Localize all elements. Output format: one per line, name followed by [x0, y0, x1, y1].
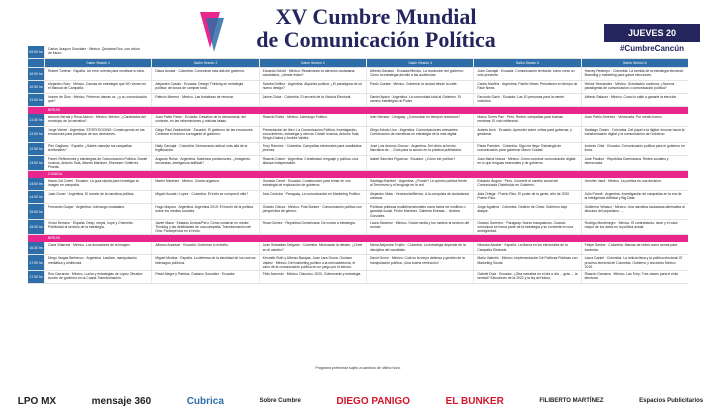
footer-note: Programa preliminar sujeto a cambios de último hora.	[315, 366, 401, 370]
session-row	[28, 114, 688, 127]
session-cell: José Luis Antonio Orozco · Argentina. Del dicho al hecho: Narrativa de ... Guía para la acción en la práctica publicitaria.	[366, 143, 473, 155]
time-label: 14:30 hs	[28, 191, 44, 203]
session-cell: Víctor Serrano · España. Deep, mepsi, hope y Chemnitz: Publicidad al servicio de la estrategia.	[44, 220, 151, 235]
session-cell: Paolo Cuesta · México. Gobernar la ciudad desde la calle.	[366, 81, 473, 93]
session-row	[28, 94, 688, 107]
session-cell: Rodrigo Montenegro · México. El contrabando: decir y el valor mayor de los datos en la política actual.	[581, 220, 688, 235]
session-cell: Marco Torres Paz · Perú. Redes: campañas para buenas mentiras: El voto millennial.	[473, 114, 580, 126]
session-cell: Isabel Sánchez Figueroa · Ecuador. ¿Cómo ser político?	[366, 156, 473, 171]
sponsor-logo: EL BUNKER	[445, 395, 504, 407]
session-cell: Juan María Novoa · México. Cómo construir comunicación digital: en lo que lenguas esenciales y de gobierno.	[473, 156, 580, 171]
column-header: Salón Sesión 6	[581, 59, 688, 67]
session-cell: Antonio Bernal y Rosa Alonzo · México. México: ¿Candidatos del municipio de la narrativa?	[44, 114, 151, 126]
session-cell: Octavio Guerrero · Paraguay. Nuevo trasquaismo. Cuando comunicar se forma parte de la estrategia y se convierte en una ambigüedad.	[473, 220, 580, 235]
session-cell: Rubert Turiena · España. Un error orienta para movilizar tu idea.	[44, 68, 151, 80]
session-row	[28, 220, 688, 236]
session-cell: Julio Parodi · Argentina. Investigación de campañas en la era de la inteligencia Artificial y Big Data.	[581, 191, 688, 203]
session-cell: Jaime Chica · Colombia. El secreto de la Victoria Electoral.	[259, 94, 366, 106]
session-cell: Rosa Gómez · República Dominicana. De contar a estrategia.	[259, 220, 366, 235]
session-cell: Diego Arbulú Lino · Argentina. Comunicaciones relevantes. Construcción de narrativas en estrategia de la más digital.	[366, 127, 473, 142]
session-cell: Guillermo Velasco · México. Una narrativa ciudadana alternativa al discurso del populismo ....	[581, 204, 688, 219]
time-label: 15:00 hs	[28, 204, 44, 219]
column-header: Salón Sesión 4	[366, 59, 473, 67]
session-cell: Pier Gagliano · España. ¿Sabes manejar tus campañas territoriales?	[44, 143, 151, 155]
time-label: 17:30 hs	[28, 271, 44, 283]
session-cell: Jennifer Vaca · México. La política es una decisión.	[581, 178, 688, 190]
sponsor-strip	[0, 382, 721, 420]
session-cell: Santiago Barbieri · Argentina. ¿Puede? La opinión pública frente al Terrorismo y el lenguaje en la red.	[366, 178, 473, 190]
break-bar: BREAK	[28, 107, 688, 114]
session-cell: Ivonne de Dios · México. Primeros damas vs. ¿y su comunicación qué?	[44, 94, 151, 106]
session-cell: Augusto Reina · Argentina. Sabemos predicciones, ¿Imágenes, encuestas, inteligencia artificial?	[151, 156, 258, 171]
time-label: 10:00 hs	[28, 68, 44, 80]
session-cell: Diego Paul Zaldumbide · Ecuador. El gobierno de las emociones. Conectar el entorno surrogante al gobierno.	[151, 127, 258, 142]
session-cell: Ana Córdoba · Paraguay. La comunicación en Marketing Político.	[259, 191, 366, 203]
session-cell: Políticas públicas multidimensionales como factor de conflicto o garantía social. Pedro Martínez, Gabriela Estrada ... Andrea Gonzalez.	[366, 204, 473, 219]
session-cell: Diego Vargas Berbecco · Argentina. Lawfare, manipulación mediática y resiliencia.	[44, 255, 151, 270]
session-cell: Juan Pablo Jiménez · Venezuela. Por medio hueco.	[581, 114, 688, 126]
session-cell: Javier Maza · Estados Unidos/Perú. Cómo construir en medio: Thinking y las debilidades de una campaña, Transformación del Gira: Participemos en el éxito.	[151, 220, 258, 235]
sponsor-logo: Sobre Cumbre	[259, 398, 301, 404]
session-row	[28, 191, 688, 204]
session-row	[28, 68, 688, 81]
time-label: 13:00 hs	[28, 156, 44, 171]
session-cell: Juan Carvajal · Ecuador. Comunicación territorial: cómo crear un voto presente.	[473, 68, 580, 80]
time-label: 12:00 hs	[28, 127, 44, 142]
session-cell: David Grove · México. Cuál es la mejor defensa y gestión de la manipulación política. ¡Una buena reelección!	[366, 255, 473, 270]
session-cell: Ricardo Colom · Argentina. Creatividad, lenguaje y política, una alianza indispensable.	[259, 156, 366, 171]
event-title-line2: de Comunicación Política	[256, 27, 496, 52]
sponsor-logo: Cubrica	[186, 395, 224, 407]
session-cell: Naily Carvajal · Colombia. Democracia radical: más allá de la legitimación.	[151, 143, 258, 155]
session-cell: Eduardo Ángulo · Perú. Convertir el cambio social del Comunicador Distribuido en Gobierno.	[473, 178, 580, 190]
session-cell: Harvey Restrepo · Colombia. La semilla de la estrategia electoral: Branding y marketing para ganar elecciones.	[581, 68, 688, 80]
session-row	[28, 81, 688, 94]
session-cell: Ricardo Rubio · México. Liderazgo Político.	[259, 114, 366, 126]
session-cell: Sandra Delfino · Argentina. Alquimia política: ¿El paradigma de un nuevo design?	[259, 81, 366, 93]
session-cell: Ninoska Alcaine · España. La Marca en los electorales de la Campaña Electoral.	[473, 242, 580, 254]
session-cell: Gabriel Díaz · Ecuador. ¿Otra narrativa en el día a día ... gran ... la verdad? Elecciones de la 2022 y la ley del futuro.	[473, 271, 580, 283]
column-header: Salón Sesión 1	[44, 59, 151, 67]
session-row	[28, 204, 688, 220]
session-cell: Martín Martínez · México. Charla organiza.	[151, 178, 258, 190]
time-label: 10:30 hs	[28, 81, 44, 93]
column-header-row	[28, 59, 688, 68]
time-label: 16:30 hs	[28, 242, 44, 254]
session-cell: Alejandro Casals · Ecuador. Design Thinking en estrategia política: de ilusos de comprar total.	[151, 81, 258, 93]
session-cell: Presentación de libro: La Comunicación Política. Investigación, conocimiento, estrategia y ciencia. Daniel Ivoskus, Antonio Sola, Sergio Dalma y Andrés Valdez.	[259, 127, 366, 142]
session-cell: José Paulino · República Dominicana. Redes sociales y democracia.	[581, 156, 688, 171]
session-cell: Paula Paredes · Colombia. Sigo me llego: Estrategia de comunicación para gobernar Marzo Ciudad.	[473, 143, 580, 155]
session-cell: Juan Sebastián Delgado · Colombia. Michoacán la debate, ¿Creer en el cambio?	[259, 242, 366, 254]
session-cell: Ricardo Gamarra · México. Las 5 ley: Tres claves para el éxito electoral.	[581, 271, 688, 283]
time-label: 15:30 hs	[28, 220, 44, 235]
session-cell: Jorge Verbel · Argentina. STORYDOOING: Construyendo en las emociones para participar de sus decisiones.	[44, 127, 151, 142]
hashtag-label: #CumbreCancún	[619, 44, 684, 53]
session-cell: Kenneth Roth y Alfonso Barajas, Juan Lara Gorza, Gustavo Valdez · México. Del marketing político a la mercadotecnia, el valor de la comunicación política en un juego por el elector.	[259, 255, 366, 270]
session-cell: Alejandro Mata · Venezuela/México. A la conquista de ciudadanos urbanos.	[366, 191, 473, 203]
session-cell: Laura Daniel · Colombia. La noticia falsa y la política electoral: El proceso electoral de Colombia, Gobierno y lecciones México 2019.	[581, 255, 688, 270]
session-cell: Héctor Hernández · México. Gravitación continúa: ¿Nuevos paradigmas de comunicación o comunicación política?	[581, 81, 688, 93]
session-row	[28, 178, 688, 191]
session-cell: Mario Valentin · México. Implementación De Políticas Públicas con Marketing Social.	[473, 255, 580, 270]
column-header: Salón Sesión 2	[151, 59, 258, 67]
intro-row	[28, 46, 688, 59]
session-cell: Santiago Orazio · Colombia. Del papel a la digital: innovar hacia la transformación digital y la comunicación de Gobierno.	[581, 127, 688, 142]
session-cell: Alfredo Salazar · México. Como lo saltó a ganarle la elección.	[581, 94, 688, 106]
schedule-grid	[28, 46, 688, 284]
break-bar: COMIDA	[28, 171, 688, 178]
session-row	[28, 143, 688, 156]
session-cell: Iván Serrano · Uruguay. ¿Comunicar en tiempos recesivos?	[366, 114, 473, 126]
session-cell: María Cal Cortel · Ecuador. La guía rápida para investigar la imagen en campaña.	[44, 178, 151, 190]
session-cell: Andrés Arch · Ecuador. Aprender sobre crítica para gobernar, y gestionar.	[473, 127, 580, 142]
session-cell: Gustavo Cevet · Ecuador. Construcción para tomar en voz: estrategia de exploración de gobierno.	[259, 178, 366, 190]
time-label: 09:00 hs	[28, 46, 44, 58]
session-cell	[366, 271, 473, 283]
session-cell: Felipe Santos · Colombia. Marcas de redes como armas para fomentar.	[581, 242, 688, 254]
sponsor-logo: FILIBERTO MARTÍNEZ	[539, 398, 604, 404]
column-header: Salón Sesión 5	[473, 59, 580, 67]
session-cell: Antonio Ortiz · Ecuador. Comunicación política para el gobierno en línea.	[581, 143, 688, 155]
session-cell: Facundo Garín · Ecuador. Las 10 personas para la mente colectiva.	[473, 94, 580, 106]
session-cell: Laura Sánchez · México. Social media y los medios al servicio del mundo.	[366, 220, 473, 235]
session-cell: Eduardo Scholt · México. Reactivando la atención ciudadana: candidatos, ¿dónde están?	[259, 68, 366, 80]
sponsor-logo: LPO MX	[17, 395, 57, 407]
column-header: Salón Sesión 3	[259, 59, 366, 67]
session-cell: Alejandro Soto · México. Causas de estrategia que NO vienen en el Manual de Campaña.	[44, 81, 151, 93]
session-cell: Pavel Alegre y Patricia, Gustavo González · Ecuador.	[151, 271, 258, 283]
session-cell: Hugo Mayora · Argentina. Argentina 2019: El triunfo de la política sobre los medios sociales.	[151, 204, 258, 219]
time-label: 12:30 hs	[28, 143, 44, 155]
session-row	[28, 127, 688, 143]
session-cell: Carlos Martins · Argentina. Pacífic News: Periodismo en tiempo de Fake News.	[473, 81, 580, 93]
session-cell: Fernando Duque · Argentina. Liderazgo ciudadano.	[44, 204, 151, 219]
time-label: 14:00 hs	[28, 178, 44, 190]
session-cell: Carlos Joaquín González · México. Quintana Roo, con visión de futuro.	[44, 46, 147, 58]
event-title-line1: XV Cumbre Mundial	[275, 4, 477, 29]
session-cell: Miguel Acosta / Lopez · Colombia. El éxito se compra el sitio?	[151, 191, 258, 203]
session-cell: Ros Carranza · México. Lucha y estrategias de López Obrador: Acción de gobierno en la Cuarta Transformación.	[44, 271, 151, 283]
session-cell: Tony Ramírez · Colombia. Campañas electorales para candidatos jóvenes.	[259, 143, 366, 155]
session-cell: Alfredo Dávalos · Ecuador/México. La revolución del gobierno: Cómo la estrategia decidió a las audiencias.	[366, 68, 473, 80]
session-cell: Aida Ortega · Puerto Rico. El poder de la gente, año de 2020 Puerto Rico.	[473, 191, 580, 203]
sponsor-logo: mensaje 360	[91, 395, 152, 407]
session-cell: Panel: Reflexiones y estrategias de Comunicación Política. Daniel Ivoskus, Antonio Sola, Alberto Martínez, Ebenezer Gutiérrez Pineda.	[44, 156, 151, 171]
break-bar: BREAK	[28, 235, 688, 242]
session-row	[28, 255, 688, 271]
sponsor-logo: DIEGO PANIGO	[336, 395, 411, 407]
session-cell: Alfonso Andrade · Ecuador. Gobernar lo extraño.	[151, 242, 258, 254]
session-cell: Diana Acosta · Colombia. Comunicar más allá del gobierno.	[151, 68, 258, 80]
session-cell: Octavio Ochoa · México. Post Bunker · Comunicación política con perspectiva de género.	[259, 204, 366, 219]
time-label: 11:30 hs	[28, 114, 44, 126]
session-row	[28, 242, 688, 255]
session-cell: María Alejandra Trujillo · Colombia. La estrategia depende de la disciplina del candidato.	[366, 242, 473, 254]
session-cell: Clara Villarreal · México. Los domadores de la imagen.	[44, 242, 151, 254]
session-cell: Miguel Medina · España. La defensa de la identidad de los nuevos liderazgos políticos.	[151, 255, 258, 270]
session-cell: Daniel Ayarzi · Argentina. La comunidad total al Gobierno. El camino estrátégico al Poder.	[366, 94, 473, 106]
session-row	[28, 156, 688, 172]
session-cell: Juan Pablo Pasto · Ecuador. Desafíos de la democracia, del contexto, en las informaciones y noticias falsas.	[151, 114, 258, 126]
session-row	[28, 271, 688, 284]
time-label: 17:00 hs	[28, 255, 44, 270]
session-cell: Juan Guner · Argentina. El mundo de la narrativa política.	[44, 191, 151, 203]
session-cell: Jorge Aguilera · Colombia. Gestión de Crisis: Gobierno bajo ataque.	[473, 204, 580, 219]
session-cell: Patricio Moreno · México. Las fortalezas de renovar.	[151, 94, 258, 106]
day-badge: JUEVES 20	[604, 24, 700, 42]
header-spacer	[28, 59, 44, 67]
sponsor-logo: Espacios Publicitarios	[639, 398, 704, 404]
session-cell: Félix Acevedo · México. Discurso: 2020, Gobernarás y estrategia.	[259, 271, 366, 283]
time-label: 11:00 hs	[28, 94, 44, 106]
